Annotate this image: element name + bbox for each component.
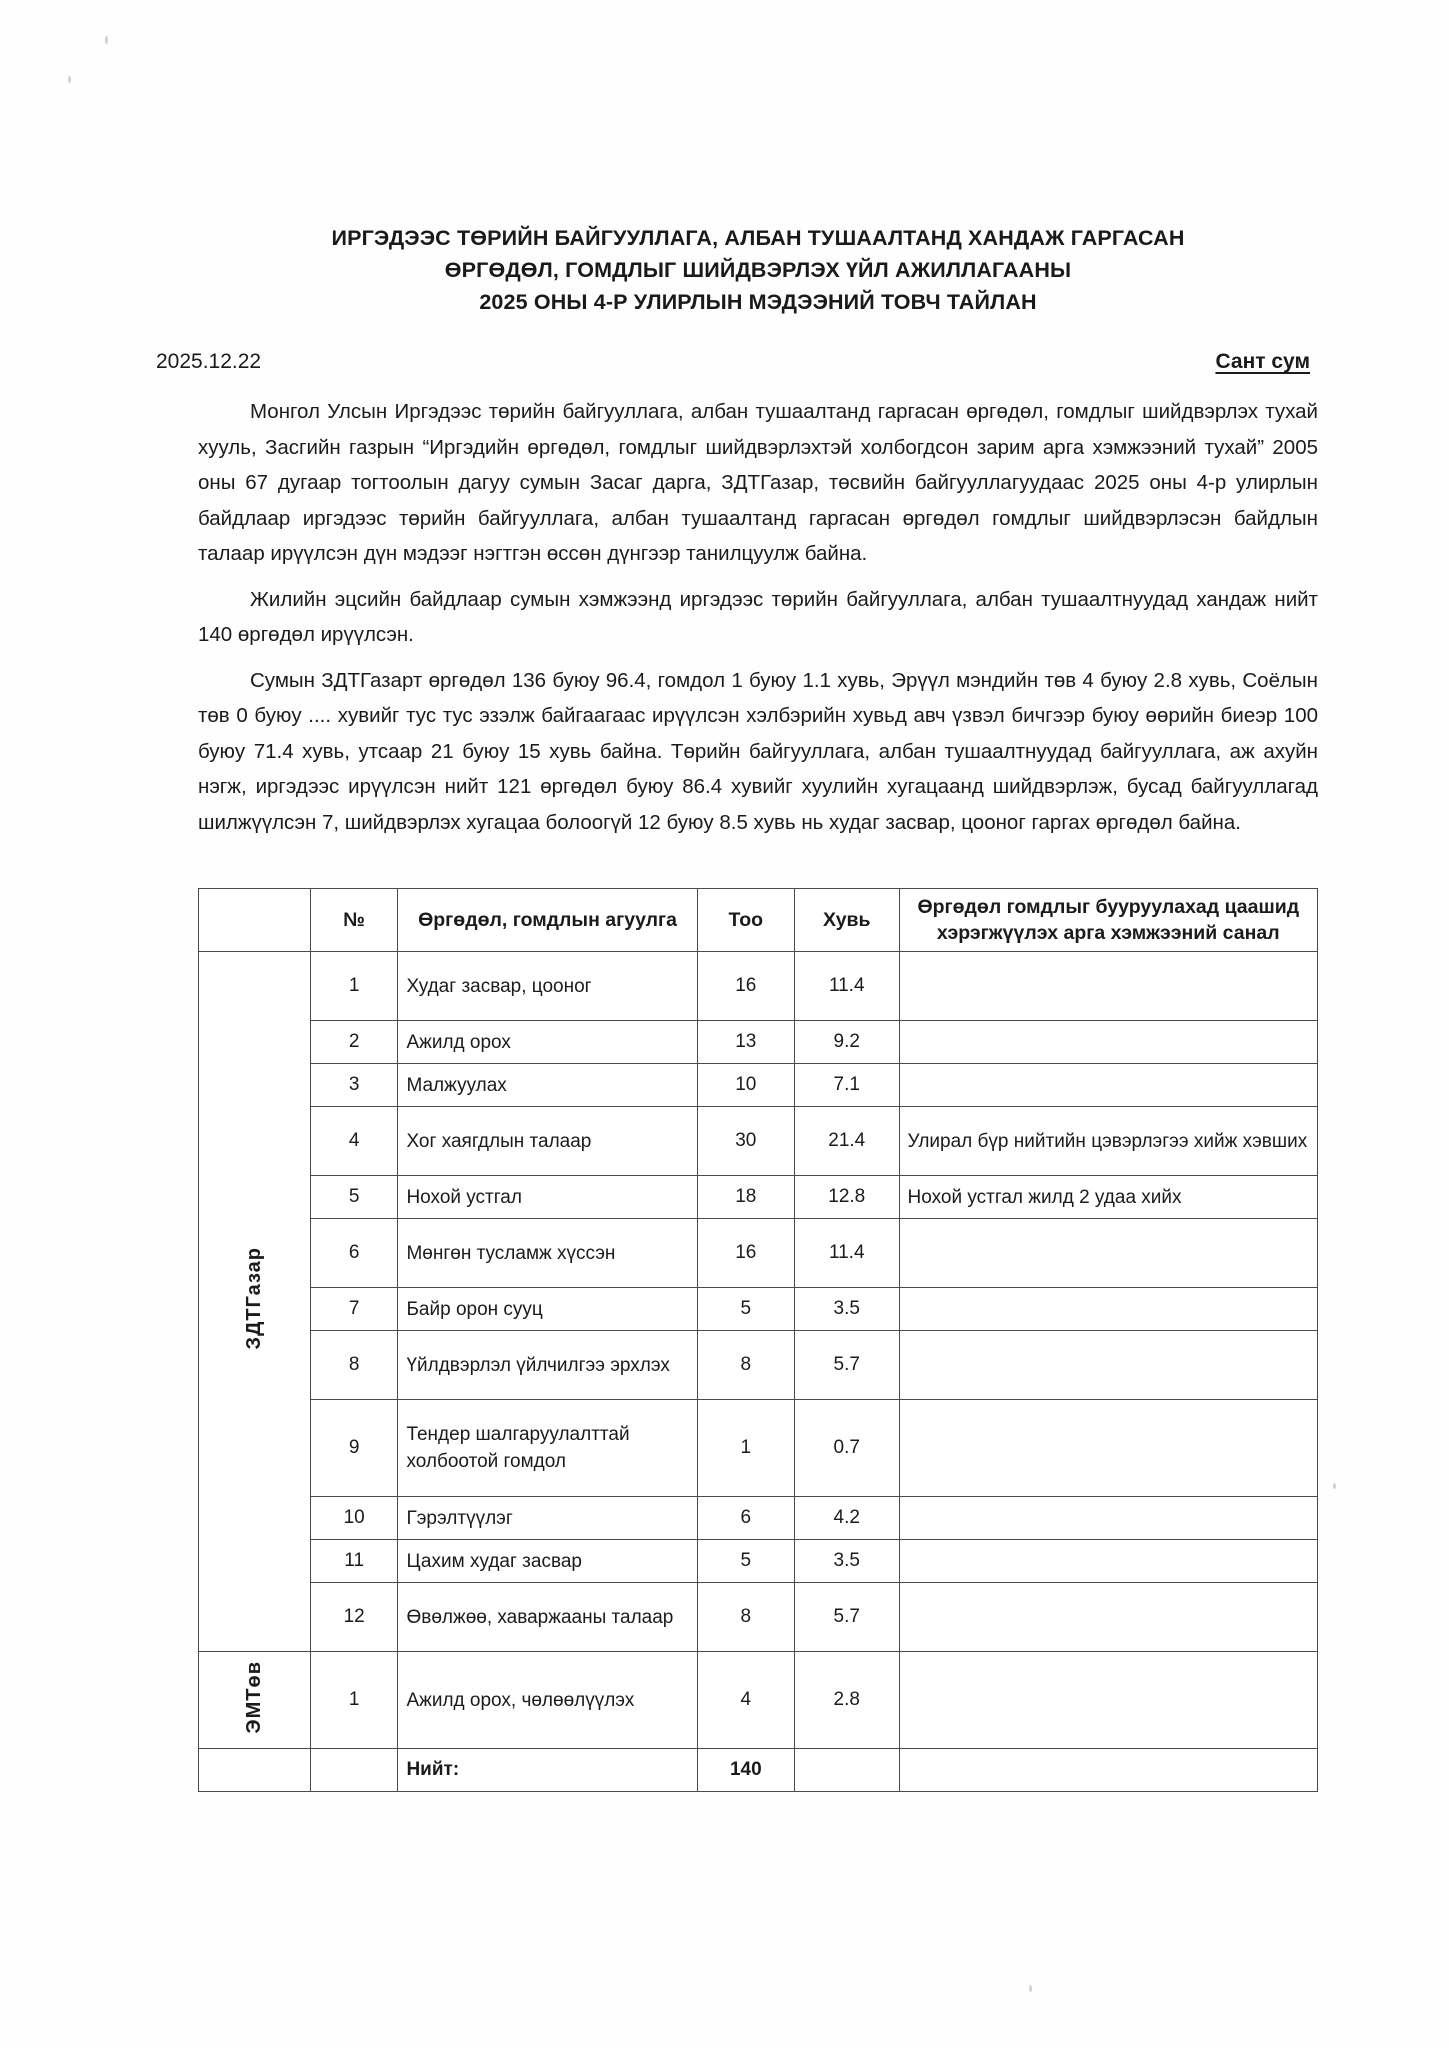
cell-subject: Үйлдвэрлэл үйлчилгээ эрхлэх	[398, 1331, 697, 1400]
total-no-empty	[310, 1749, 398, 1792]
header-count: Тоо	[697, 889, 794, 952]
cell-subject: Ажилд орох	[398, 1021, 697, 1064]
cell-count: 16	[697, 1219, 794, 1288]
title-line-2: ӨРГӨДӨЛ, ГОМДЛЫГ ШИЙДВЭРЛЭХ ҮЙЛ АЖИЛЛАГААНЫ	[444, 258, 1072, 282]
header-no: №	[310, 889, 398, 952]
cell-subject: Ажилд орох, чөлөөлүүлэх	[398, 1652, 697, 1749]
scan-artifact	[68, 76, 71, 83]
body-paragraph-3	[198, 663, 1318, 841]
cell-note	[899, 1583, 1317, 1652]
table-row	[199, 1021, 1318, 1064]
table-row	[199, 1219, 1318, 1288]
cell-no: 2	[310, 1021, 398, 1064]
cell-no: 11	[310, 1540, 398, 1583]
report-date: 2025.12.22	[156, 350, 262, 373]
scan-artifact	[105, 36, 108, 44]
cell-no: 1	[310, 952, 398, 1021]
cell-count: 4	[697, 1652, 794, 1749]
cell-note	[899, 1021, 1317, 1064]
cell-subject: Тендер шалгаруулалттай холбоотой гомдол	[398, 1400, 697, 1497]
cell-note	[899, 1064, 1317, 1107]
cell-note	[899, 1219, 1317, 1288]
cell-subject: Хог хаягдлын талаар	[398, 1107, 697, 1176]
page-title	[198, 222, 1318, 318]
cell-percent: 9.2	[794, 1021, 899, 1064]
cell-count: 5	[697, 1288, 794, 1331]
cell-percent: 11.4	[794, 1219, 899, 1288]
cell-no: 1	[310, 1652, 398, 1749]
cell-note	[899, 1400, 1317, 1497]
table-total-row	[199, 1749, 1318, 1792]
cell-no: 5	[310, 1176, 398, 1219]
table-row	[199, 1652, 1318, 1749]
cell-percent: 4.2	[794, 1497, 899, 1540]
table-row	[199, 1176, 1318, 1219]
cell-count: 5	[697, 1540, 794, 1583]
cell-percent: 3.5	[794, 1540, 899, 1583]
cell-subject: Гэрэлтүүлэг	[398, 1497, 697, 1540]
report-table	[198, 888, 1318, 1792]
cell-count: 10	[697, 1064, 794, 1107]
cell-percent: 2.8	[794, 1652, 899, 1749]
report-table-wrapper	[198, 888, 1318, 1792]
table-row	[199, 1288, 1318, 1331]
table-row	[199, 1107, 1318, 1176]
table-row	[199, 952, 1318, 1021]
cell-percent: 3.5	[794, 1288, 899, 1331]
cell-no: 6	[310, 1219, 398, 1288]
table-row	[199, 1583, 1318, 1652]
cell-no: 12	[310, 1583, 398, 1652]
cell-no: 3	[310, 1064, 398, 1107]
document-content	[156, 0, 1318, 1792]
table-group-label	[199, 1652, 311, 1749]
total-group-empty	[199, 1749, 311, 1792]
cell-subject: Малжуулах	[398, 1064, 697, 1107]
cell-subject: Худаг засвар, цооног	[398, 952, 697, 1021]
body-paragraph-1	[198, 394, 1318, 572]
cell-percent: 21.4	[794, 1107, 899, 1176]
total-note	[899, 1749, 1317, 1792]
cell-note	[899, 1652, 1317, 1749]
scan-artifact	[1029, 1985, 1032, 1992]
group-label-text: ЗДТГазар	[243, 1247, 266, 1350]
header-note: Өргөдөл гомдлыг бууруулахад цаашид хэрэгжүүлэх арга хэмжээний санал	[899, 889, 1317, 952]
paragraph-3-text: Сумын ЗДТГазарт өргөдөл 136 буюу 96.4, гомдол 1 буюу 1.1 хувь, Эрүүл мэндийн төв 4 буюу 2.8 хувь, Соёлын төв 0 буюу .... хувийг тус тус эзэлж байгаагаас ирүүлсэн хэлбэрийн хувьд авч үзвэл бичгээр буюу өөрийн биеэр 100 буюу 71.4 хувь, утсаар 21 буюу 15 хувь байна. Төрийн байгууллага, албан тушаалтнуудад байгууллага, аж ахуйн нэгж, иргэдээс ирүүлсэн нийт 121 өргөдөл буюу 86.4 хувийг хуулийн хугацаанд шийдвэрлэж, бусад байгууллагад шилжүүлсэн 7, шийдвэрлэх хугацаа болоогүй 12 буюу 8.5 хувь нь худаг засвар, цооног гаргах өргөдөл байна.	[198, 668, 1318, 834]
table-body	[199, 952, 1318, 1792]
scan-artifact	[1333, 1483, 1336, 1489]
cell-percent: 0.7	[794, 1400, 899, 1497]
table-group-label	[199, 952, 311, 1652]
table-row	[199, 1540, 1318, 1583]
title-line-3: 2025 ОНЫ 4-Р УЛИРЛЫН МЭДЭЭНИЙ ТОВЧ ТАЙЛАН	[479, 290, 1037, 314]
total-count: 140	[697, 1749, 794, 1792]
cell-count: 18	[697, 1176, 794, 1219]
paragraph-2-text: Жилийн эцсийн байдлаар сумын хэмжээнд иргэдээс төрийн байгууллага, албан тушаалтнуудад хандаж нийт 140 өргөдөл ирүүлсэн.	[198, 587, 1318, 646]
report-place: Сант сум	[1215, 350, 1310, 373]
cell-subject: Цахим худаг засвар	[398, 1540, 697, 1583]
cell-count: 30	[697, 1107, 794, 1176]
table-row	[199, 1400, 1318, 1497]
cell-note: Нохой устгал жилд 2 удаа хийх	[899, 1176, 1317, 1219]
cell-percent: 7.1	[794, 1064, 899, 1107]
body-paragraph-2	[198, 582, 1318, 653]
header-percent: Хувь	[794, 889, 899, 952]
cell-no: 7	[310, 1288, 398, 1331]
cell-percent: 5.7	[794, 1331, 899, 1400]
table-row	[199, 1497, 1318, 1540]
cell-no: 9	[310, 1400, 398, 1497]
table-header-row	[199, 889, 1318, 952]
cell-subject: Өвөлжөө, хаваржааны талаар	[398, 1583, 697, 1652]
cell-note	[899, 1540, 1317, 1583]
header-subject: Өргөдөл, гомдлын агуулга	[398, 889, 697, 952]
cell-note	[899, 1497, 1317, 1540]
cell-note	[899, 1331, 1317, 1400]
document-meta-row	[156, 350, 1318, 374]
total-label: Нийт:	[398, 1749, 697, 1792]
cell-subject: Нохой устгал	[398, 1176, 697, 1219]
cell-count: 1	[697, 1400, 794, 1497]
group-label-text: ЭМТөв	[243, 1660, 266, 1734]
cell-note	[899, 1288, 1317, 1331]
cell-count: 8	[697, 1331, 794, 1400]
cell-note: Улирал бүр нийтийн цэвэрлэгээ хийж хэвших	[899, 1107, 1317, 1176]
total-percent	[794, 1749, 899, 1792]
cell-percent: 5.7	[794, 1583, 899, 1652]
cell-subject: Байр орон сууц	[398, 1288, 697, 1331]
cell-no: 10	[310, 1497, 398, 1540]
cell-note	[899, 952, 1317, 1021]
cell-percent: 12.8	[794, 1176, 899, 1219]
cell-no: 4	[310, 1107, 398, 1176]
paragraph-1-text: Монгол Улсын Иргэдээс төрийн байгууллага, албан тушаалтанд гаргасан өргөдөл, гомдлыг шийдвэрлэх тухай хууль, Засгийн газрын “Иргэдийн өргөдөл, гомдлыг шийдвэрлэхтэй холбогдсон зарим арга хэмжээний тухай” 2005 оны 67 дугаар тогтоолын дагуу сумын Засаг дарга, ЗДТГазар, төсвийн байгууллагуудаас 2025 оны 4-р улирлын байдлаар иргэдээс төрийн байгууллага, албан тушаалтанд гаргасан өргөдөл гомдлыг шийдвэрлэсэн байдлын талаар ирүүлсэн дүн мэдээг нэгтгэн өссөн дүнгээр танилцуулж байна.	[198, 400, 1318, 565]
cell-subject: Мөнгөн тусламж хүссэн	[398, 1219, 697, 1288]
table-row	[199, 1331, 1318, 1400]
cell-percent: 11.4	[794, 952, 899, 1021]
cell-count: 16	[697, 952, 794, 1021]
cell-count: 8	[697, 1583, 794, 1652]
header-group	[199, 889, 311, 952]
title-line-1: ИРГЭДЭЭС ТӨРИЙН БАЙГУУЛЛАГА, АЛБАН ТУШААЛТАНД ХАНДАЖ ГАРГАСАН	[331, 226, 1185, 250]
cell-count: 13	[697, 1021, 794, 1064]
cell-count: 6	[697, 1497, 794, 1540]
cell-no: 8	[310, 1331, 398, 1400]
table-row	[199, 1064, 1318, 1107]
